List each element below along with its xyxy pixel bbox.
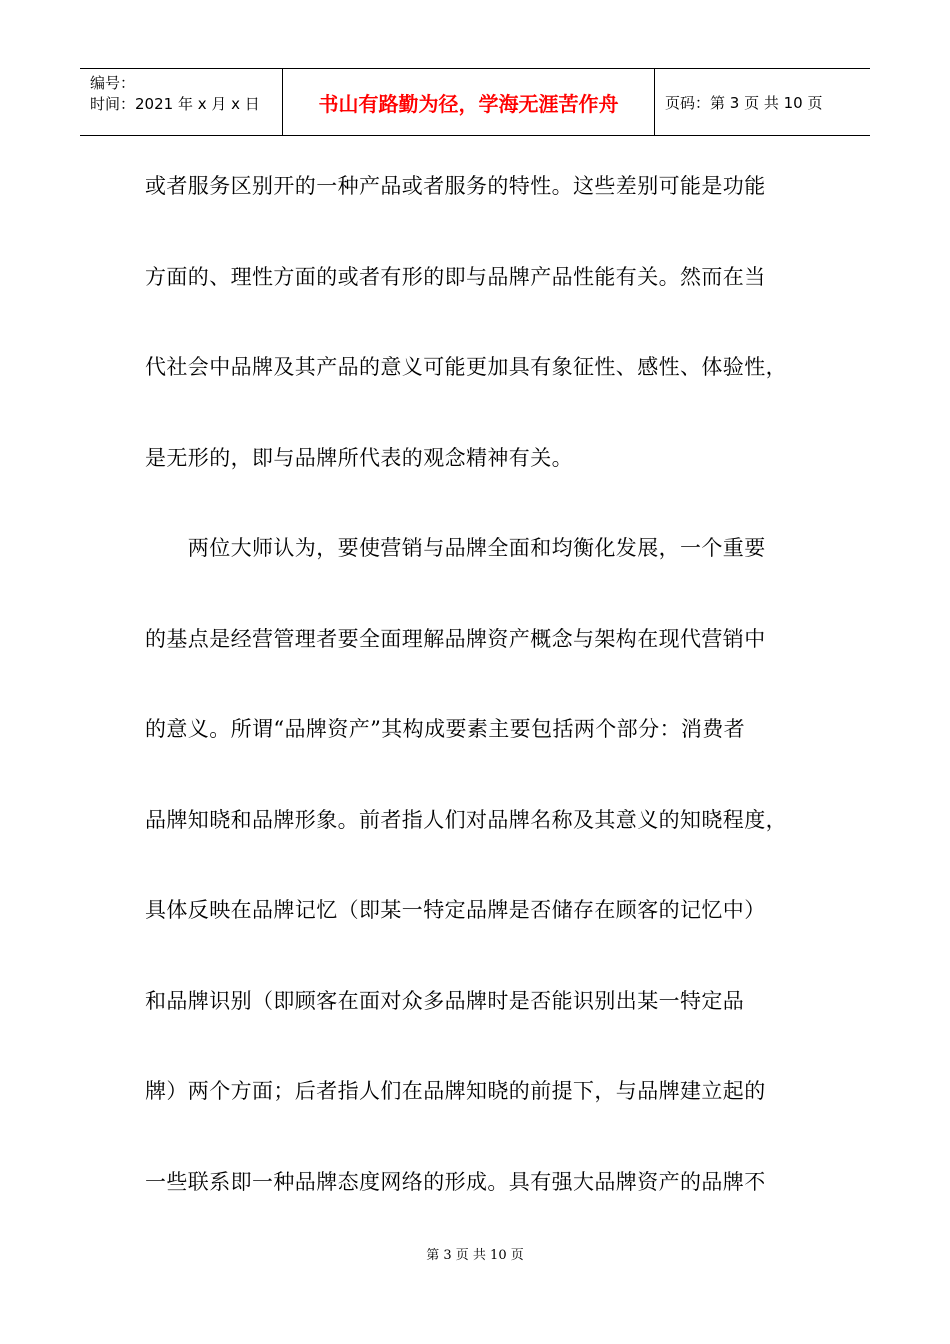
page-footer: 第 3 页 共 10 页 (426, 1248, 524, 1263)
body-line: 的基点是经营管理者要全面理解品牌资产概念与架构在现代营销中 (145, 626, 766, 651)
header-page-info: 页码：第 3 页 共 10 页 (665, 93, 823, 112)
body-line: 两位大师认为，要使营销与品牌全面和均衡化发展，一个重要 (145, 536, 766, 560)
time-label: 时间：2021 年 x 月 x 日 (90, 95, 260, 113)
body-line: 和品牌识别（即顾客在面对众多品牌时是否能识别出某一特定品 (145, 988, 745, 1013)
header-motto: 书山有路勤为径，学海无涯苦作舟 (282, 69, 655, 135)
body-line: 的意义。所谓“品牌资产”其构成要素主要包括两个部分：消费者 (145, 717, 746, 741)
body-line: 代社会中品牌及其产品的意义可能更加具有象征性、感性、体验性， (145, 355, 787, 379)
body-line: 品牌知晓和品牌形象。前者指人们对品牌名称及其意义的知晓程度， (145, 807, 787, 832)
header-meta (80, 69, 282, 135)
body-line: 方面的、理性方面的或者有形的即与品牌产品性能有关。然而在当 (145, 264, 766, 289)
body-line: 是无形的，即与品牌所代表的观念精神有关。 (145, 445, 573, 470)
serial-label: 编号： (90, 74, 136, 92)
body-line: 牌）两个方面；后者指人们在品牌知晓的前提下，与品牌建立起的 (145, 1079, 766, 1103)
body-line: 一些联系即一种品牌态度网络的形成。具有强大品牌资产的品牌不 (145, 1169, 766, 1194)
body-line: 或者服务区别开的一种产品或者服务的特性。这些差别可能是功能 (145, 174, 766, 198)
page-header (80, 68, 870, 136)
document-body (145, 160, 810, 1246)
body-line: 具体反映在品牌记忆（即某一特定品牌是否储存在顾客的记忆中） (145, 898, 766, 922)
